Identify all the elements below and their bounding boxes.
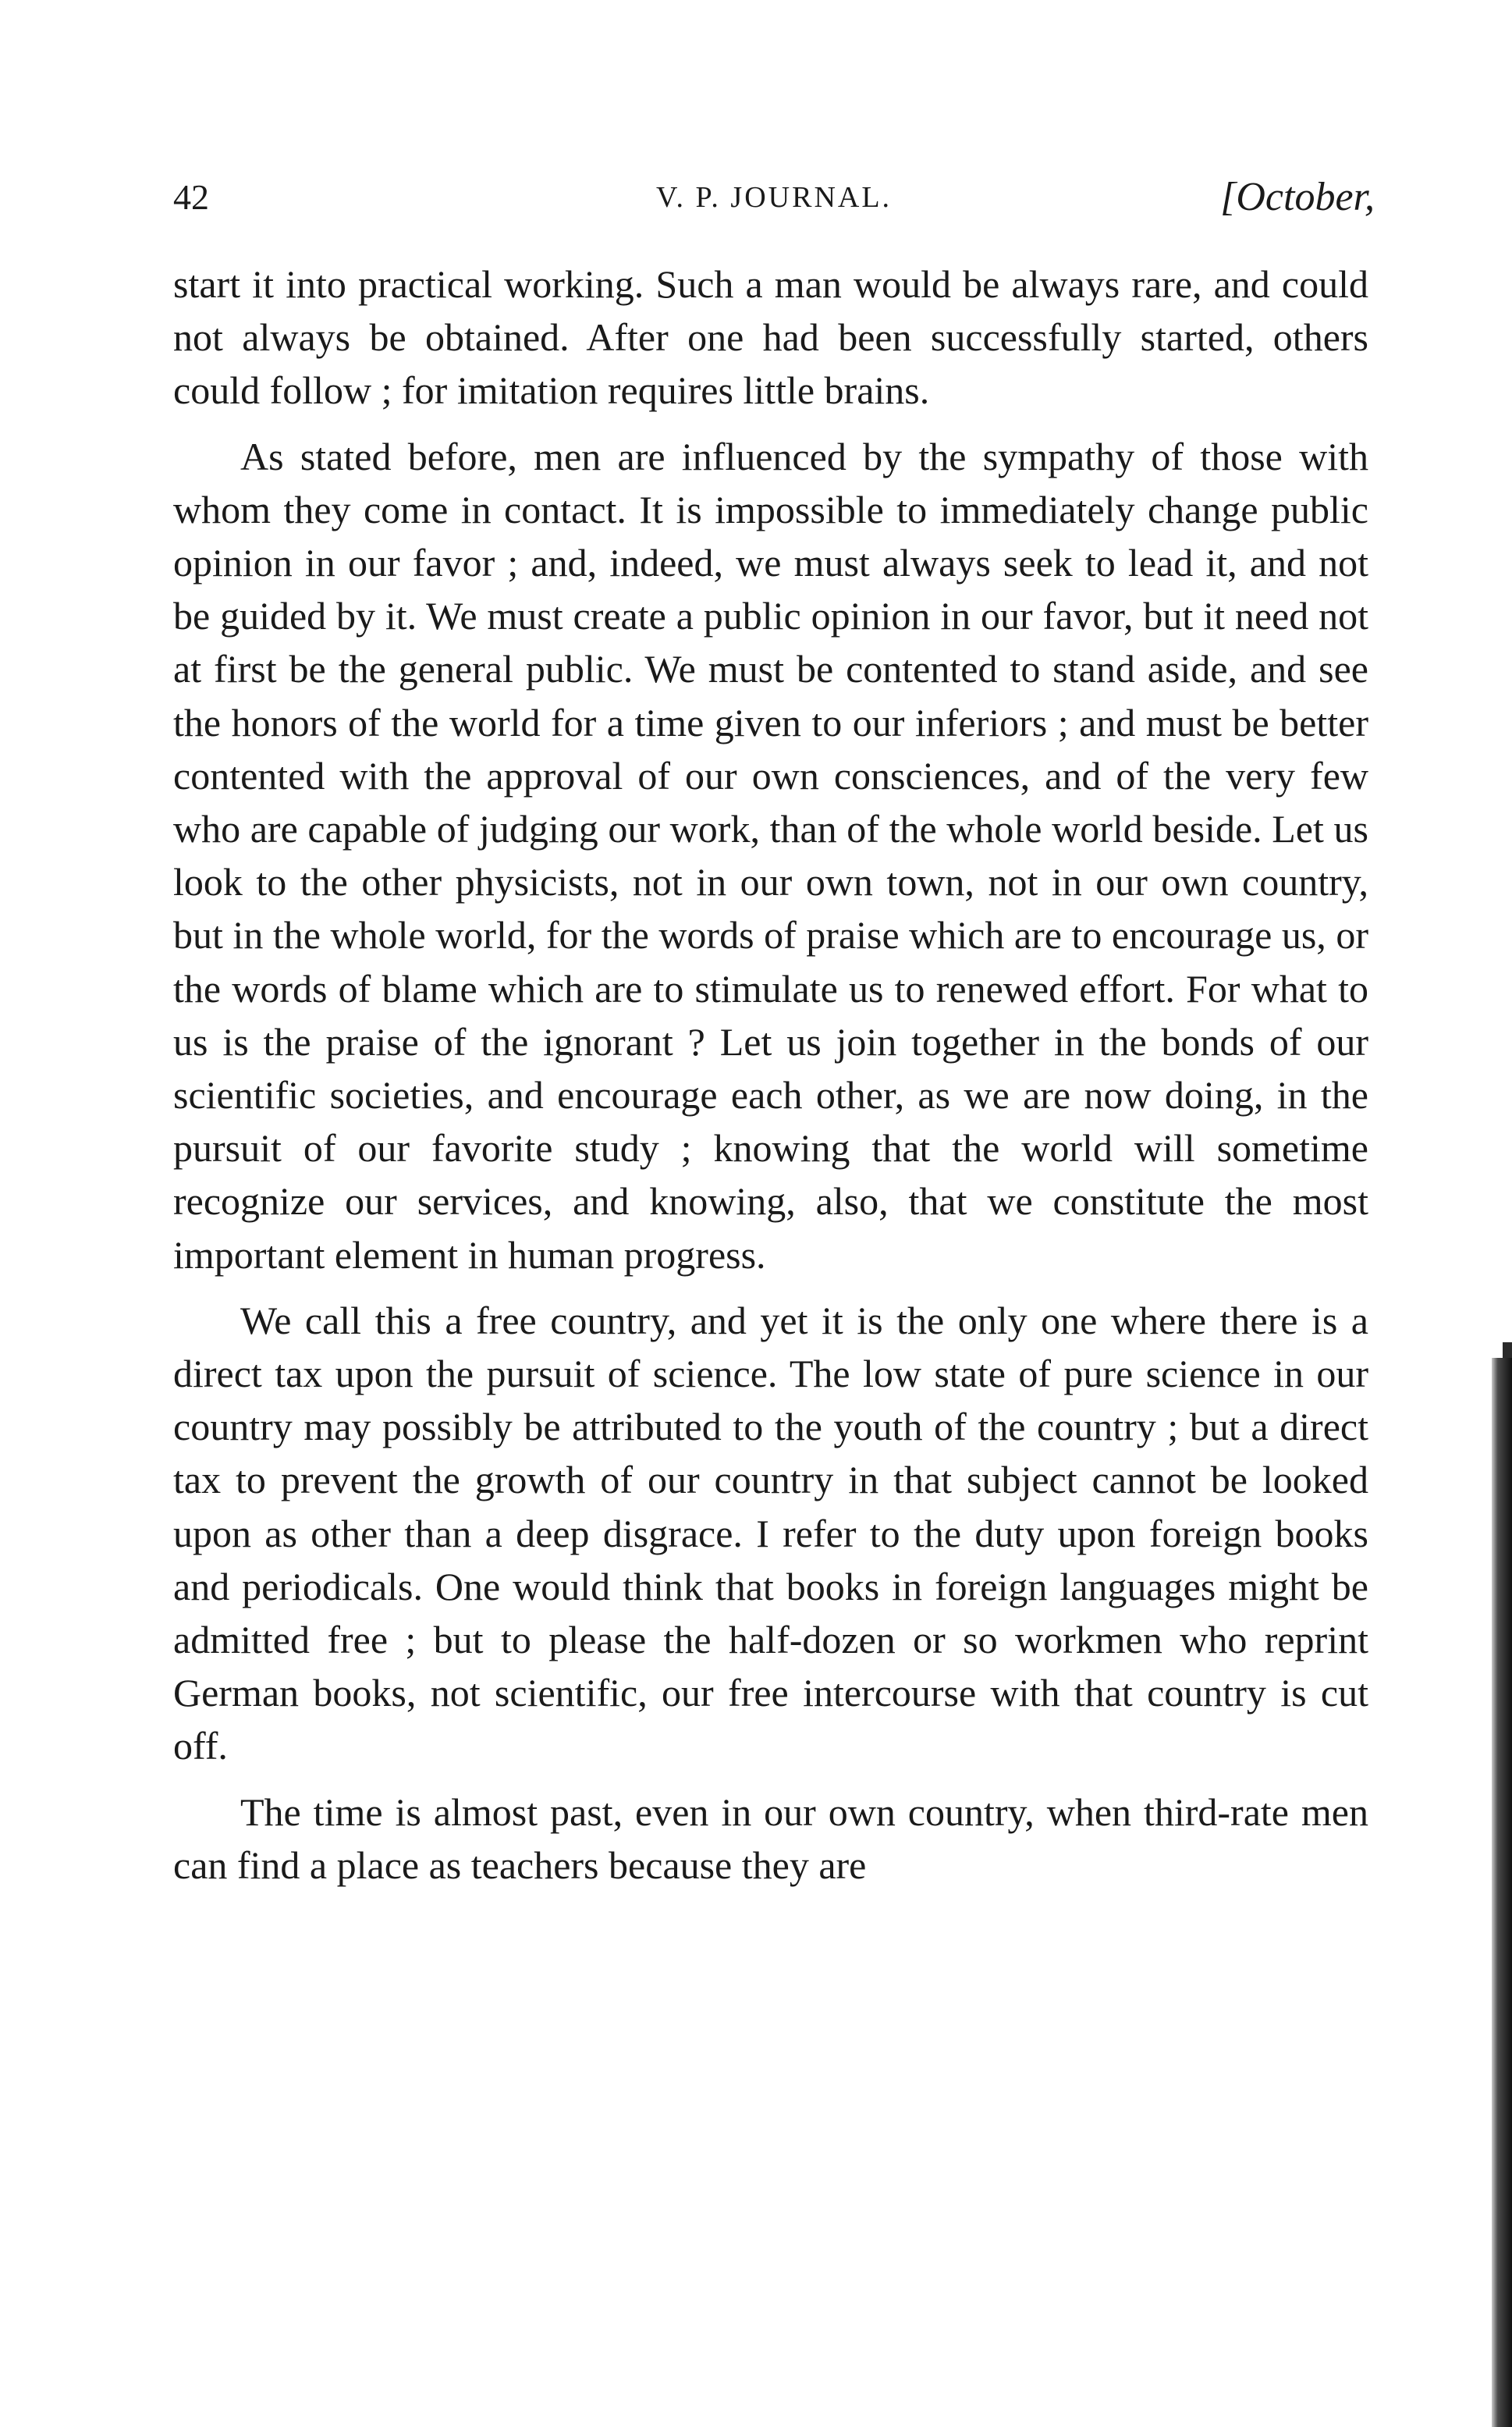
issue-month: [October,: [1220, 175, 1375, 219]
body-text: [173, 258, 1368, 1892]
running-head: V. P. JOURNAL.: [655, 181, 893, 214]
page-number: 42: [173, 177, 209, 217]
paragraph-public-opinion: As stated before, men are influenced by the sympathy of those with whom they come in contact. It is impossible to immediately change public opinion in our favor ; and, indeed, we must always seek to lead it, and not be guided by it. We must create a public opinion in our favor, but it need not at first be the general public. We must be contented to stand aside, and see the honors of the world for a time given to our inferiors ; and must be better contented with the approval of our own consciences, and of the very few who are capable of judging our work, than of the whole world beside. Let us look to the other physicists, not in our own town, not in our own country, but in the whole world, for the words of praise which are to encourage us, or the words of blame which are to stimulate us to renewed effort. For what to us is the praise of the ignorant ? Let us join together in the bonds of our scientific societies, and encourage each other, as we are now doing, in the pursuit of our favorite study ; knowing that the world will sometime recognize our services, and knowing, also, that we constitute the most important element in human progress.: [173, 434, 1368, 1277]
paragraph-continuation: start it into practical working. Such a man would be always rare, and could not always be obtained. After one had been successfully started, others could follow ; for imitation requires little brains.: [173, 262, 1368, 413]
paragraph-free-country: We call this a free country, and yet it is the only one where there is a direct tax upon the pursuit of science. The low state of pure science in our country may possibly be attributed to the youth of the country ; but a direct tax to prevent the growth of our country in that subject cannot be looked upon as other than a deep disgrace. I refer to the duty upon foreign books and periodicals. One would think that books in foreign languages might be admitted free ; but to please the half-dozen or so workmen who reprint German books, not scientific, our free intercourse with that country is cut off.: [173, 1298, 1368, 1768]
paragraph-teachers: The time is almost past, even in our own country, when third-rate men can find a place as teachers because they are: [173, 1789, 1368, 1887]
page-header: [173, 170, 1375, 225]
binding-edge-shadow: [1492, 1358, 1512, 2427]
